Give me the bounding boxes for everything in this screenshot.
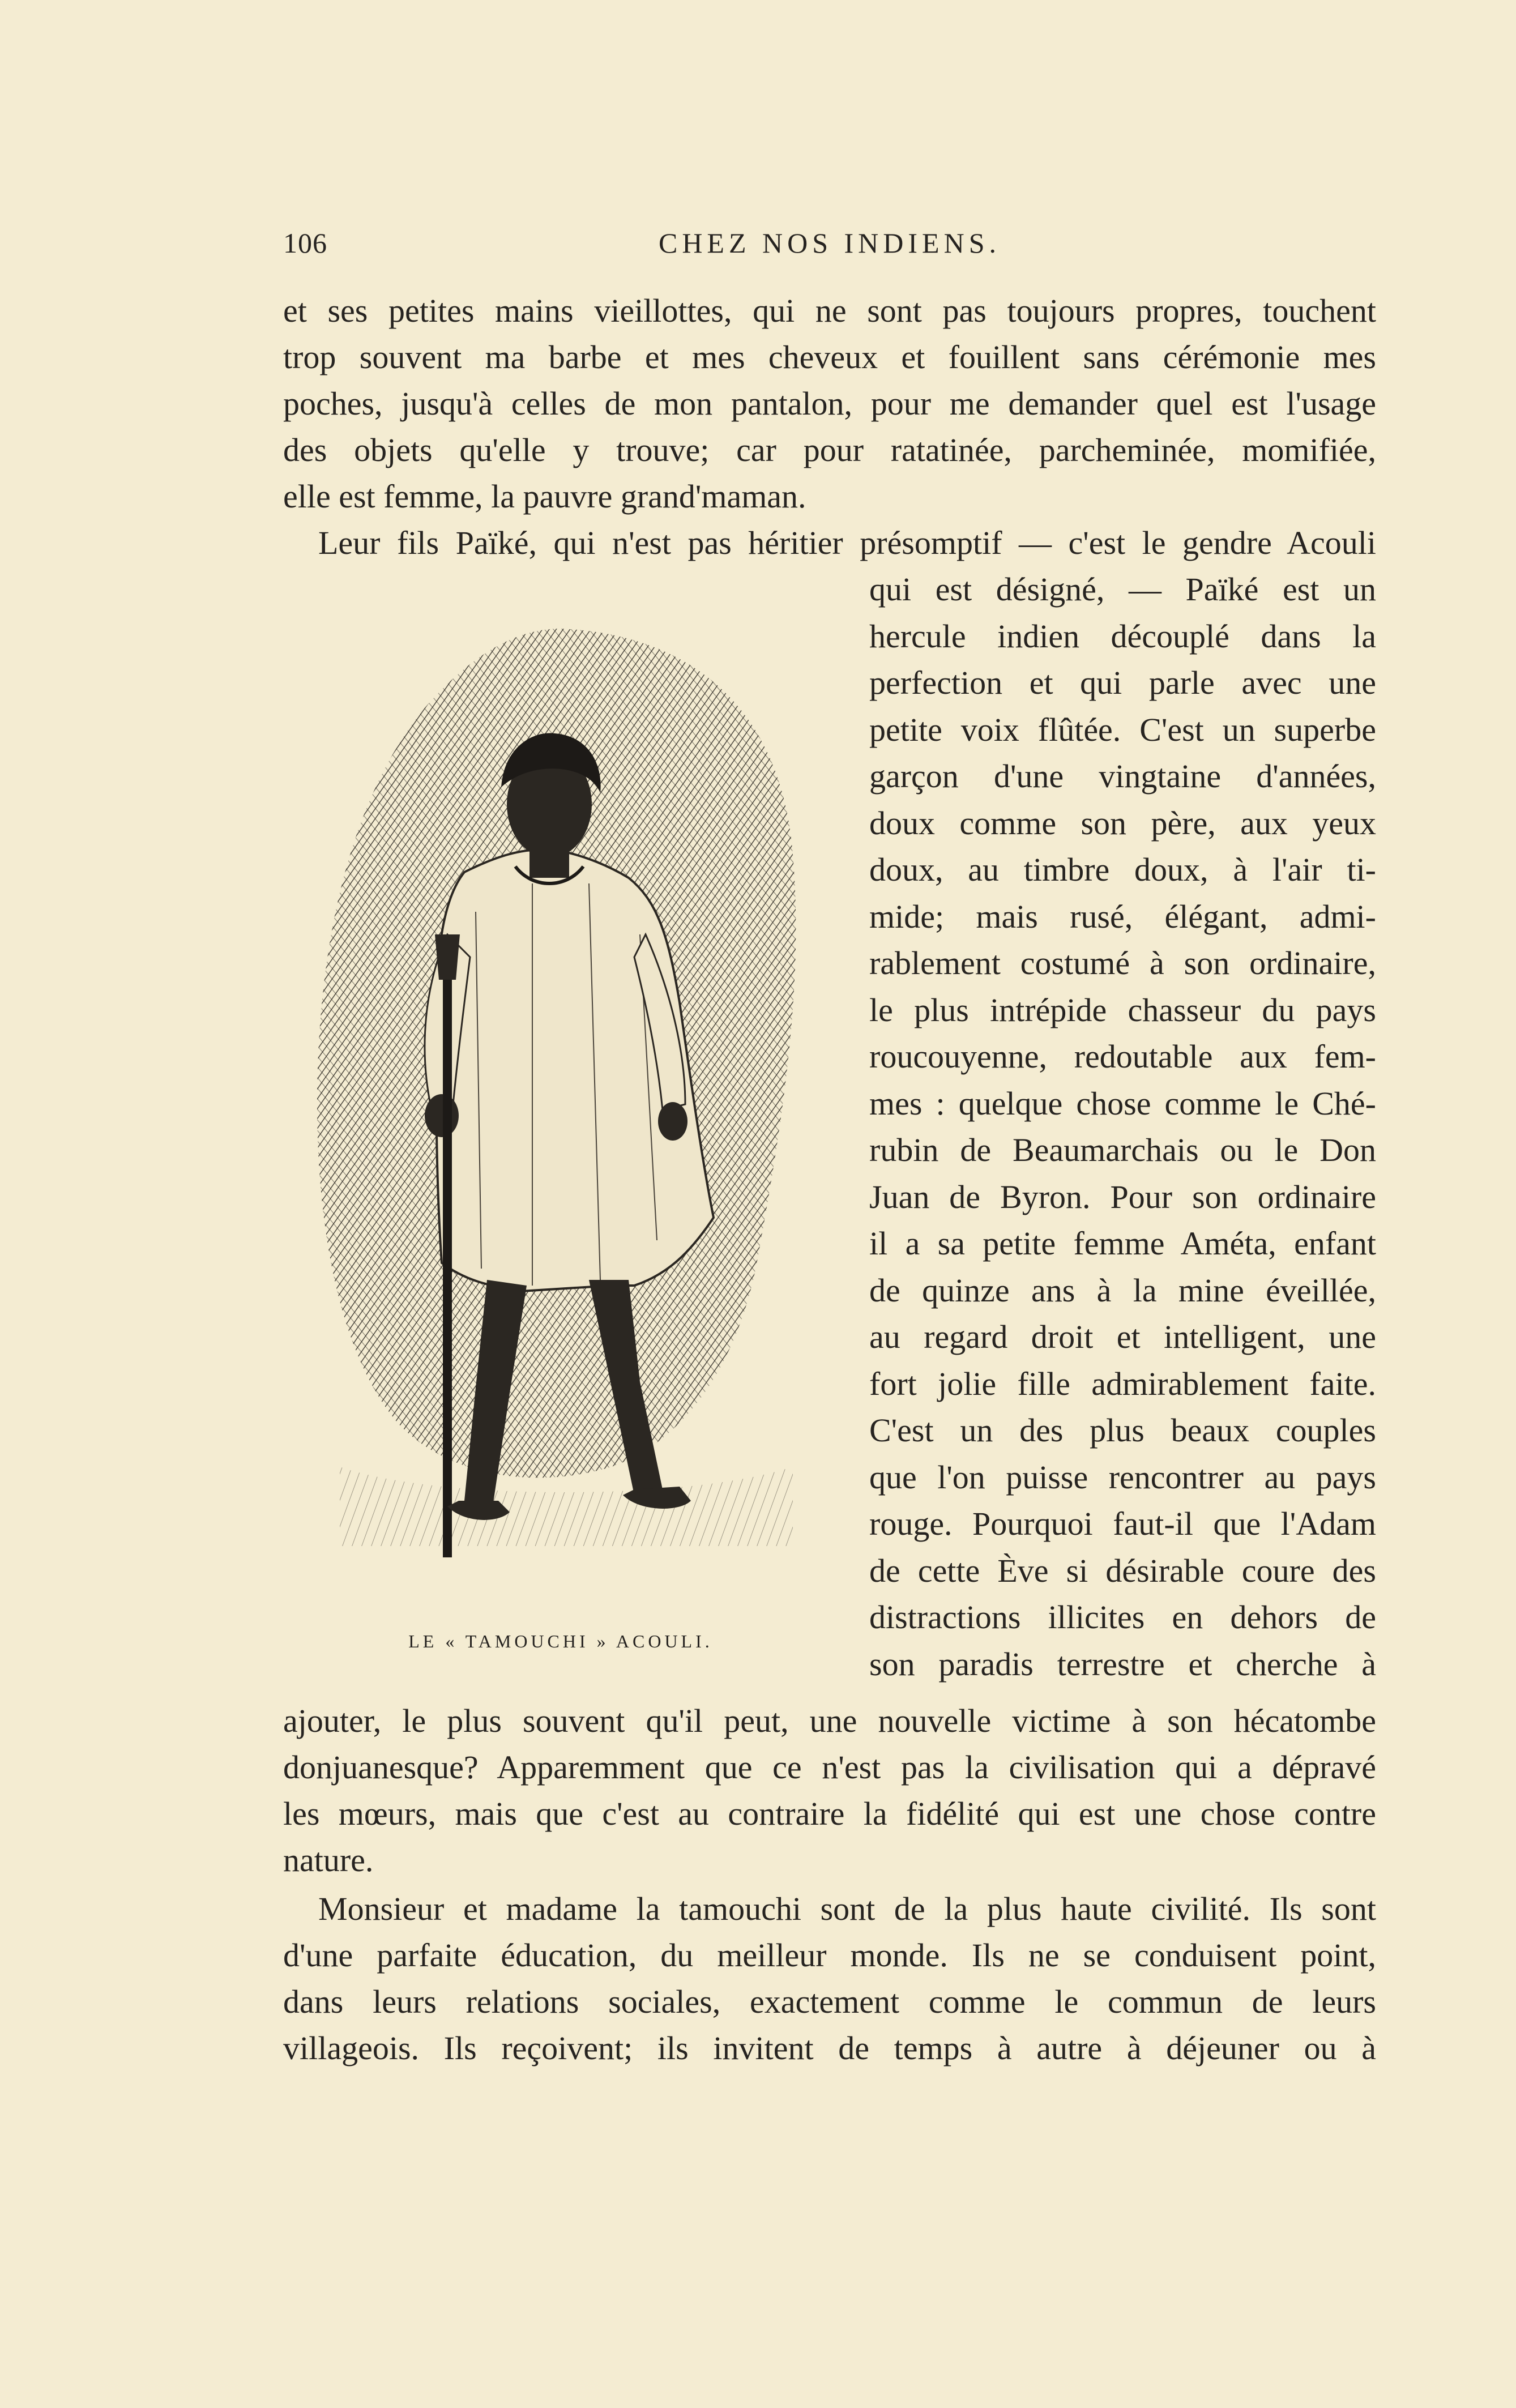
text-line: rablement costumé à son ordinaire, — [869, 945, 1376, 981]
text-line: au regard droit et intelligent, une — [869, 1318, 1376, 1355]
text-line: garçon d'une vingtaine d'années, — [869, 758, 1376, 795]
text-line: des objets qu'elle y trouve; car pour ratatinée, parcheminée, momifiée, — [283, 432, 1376, 468]
ground-hatching — [340, 1467, 793, 1546]
text-line: ajouter, le plus souvent qu'il peut, une nouvelle victime à son hécatombe — [283, 1702, 1376, 1739]
text-line: et ses petites mains vieillottes, qui ne sont pas toujours propres, touchent — [283, 292, 1376, 329]
text-line: doux, au timbre doux, à l'air ti- — [869, 851, 1376, 888]
text-line: distractions illicites en dehors de — [869, 1599, 1376, 1636]
page-number: 106 — [283, 227, 327, 259]
text-line: C'est un des plus beaux couples — [869, 1412, 1376, 1449]
paragraph-grandmother — [283, 288, 1376, 520]
text-line: Monsieur et madame la tamouchi sont de la plus haute civilité. Ils sont — [318, 1890, 1376, 1927]
text-line: que l'on puisse rencontrer au pays — [869, 1458, 1376, 1496]
text-line: donjuanesque? Apparemment que ce n'est pas la civilisation qui a dépravé — [283, 1749, 1376, 1786]
figure-caption: LE « TAMOUCHI » ACOULI. — [408, 1631, 713, 1651]
text-line: il a sa petite femme Améta, enfant — [869, 1225, 1376, 1262]
text-line: dans leurs relations sociales, exactement comme le commun de leurs — [283, 1983, 1376, 2020]
engraving-illustration — [294, 617, 827, 1614]
text-line: nature. — [283, 1842, 374, 1878]
text-line: mide; mais rusé, élégant, admi- — [869, 898, 1376, 935]
text-line: mes : quelque chose comme le Ché- — [869, 1085, 1376, 1122]
text-line: Leur fils Païké, qui n'est pas héritier présomptif — c'est le gendre Acouli — [318, 524, 1376, 561]
running-head: CHEZ NOS INDIENS. — [658, 227, 1001, 259]
text-line: roucouyenne, redoutable aux fem- — [869, 1038, 1376, 1075]
text-line: le plus intrépide chasseur du pays — [869, 991, 1376, 1028]
text-line: hercule indien découplé dans la — [869, 617, 1376, 655]
text-line: Juan de Byron. Pour son ordinaire — [869, 1178, 1376, 1215]
text-line: perfection et qui parle avec une — [869, 664, 1376, 701]
figure-staff — [443, 963, 452, 1557]
paragraph-tamouchi — [283, 1886, 1376, 2072]
text-line: les mœurs, mais que c'est au contraire la fidélité qui est une chose contre — [283, 1795, 1376, 1832]
text-line: d'une parfaite éducation, du meilleur monde. Ils ne se conduisent point, — [283, 1937, 1376, 1974]
paragraph-paike-opening — [283, 520, 1376, 566]
paragraph-paike-continuation — [283, 1698, 1376, 1884]
text-line: de quinze ans à la mine éveillée, — [869, 1271, 1376, 1309]
text-line: rubin de Beaumarchais ou le Don — [869, 1132, 1376, 1168]
engraving-figure — [294, 617, 827, 1614]
page-header — [283, 227, 1376, 266]
paragraph-paike-side-column — [869, 566, 1376, 1688]
text-line: poches, jusqu'à celles de mon pantalon, pour me demander quel est l'usage — [283, 385, 1376, 422]
text-line: elle est femme, la pauvre grand'maman. — [283, 478, 806, 515]
text-line: son paradis terrestre et cherche à — [869, 1645, 1376, 1683]
text-line: villageois. Ils reçoivent; ils invitent de temps à autre à déjeuner ou à — [283, 2030, 1376, 2067]
text-line: doux comme son père, aux yeux — [869, 804, 1376, 842]
text-line: petite voix flûtée. C'est un superbe — [869, 711, 1376, 748]
text-line: fort jolie fille admirablement faite. — [869, 1365, 1376, 1402]
text-line: qui est désigné, — Païké est un — [869, 571, 1376, 608]
text-line: trop souvent ma barbe et mes cheveux et fouillent sans cérémonie mes — [283, 339, 1376, 375]
text-line: de cette Ève si désirable coure des — [869, 1552, 1376, 1589]
text-line: rouge. Pourquoi faut-il que l'Adam — [869, 1505, 1376, 1542]
